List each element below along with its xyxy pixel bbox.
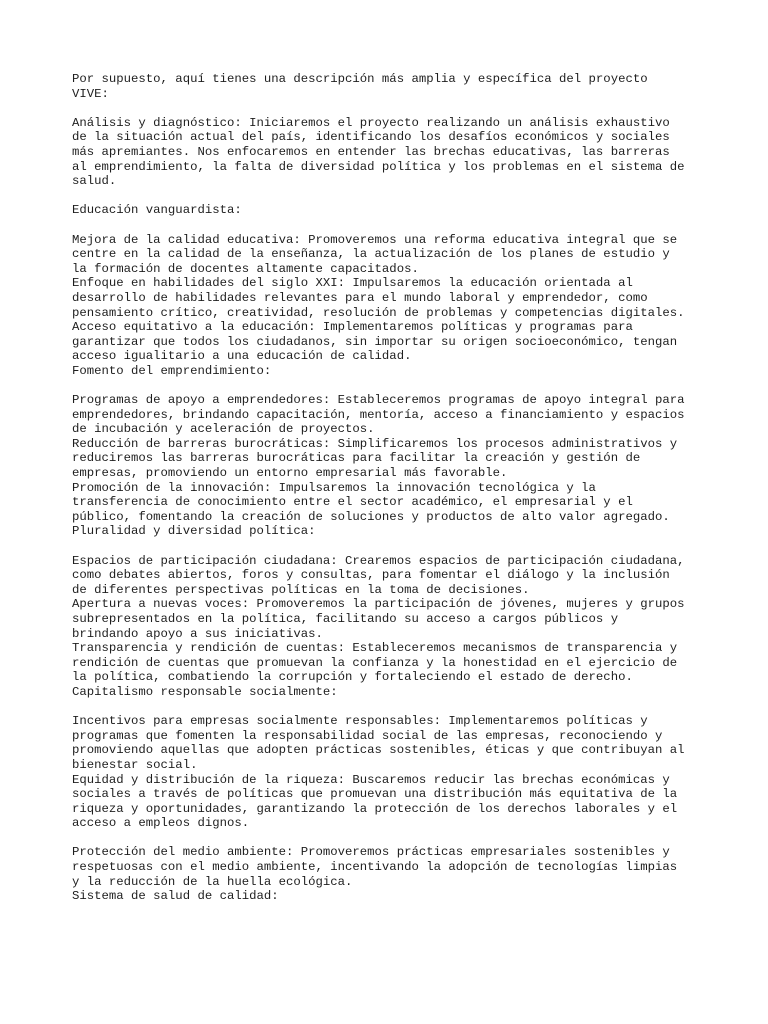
document-line <box>72 831 708 846</box>
document-line: Transparencia y rendición de cuentas: Estableceremos mecanismos de transparencia y <box>72 641 678 656</box>
document-line: riqueza y oportunidades, garantizando la protección de los derechos laborales y el <box>72 801 678 816</box>
document-page <box>72 72 708 904</box>
document-line <box>72 218 708 233</box>
document-line: Educación vanguardista: <box>72 203 242 218</box>
document-line: Por supuesto, aquí tienes una descripción más amplia y específica del proyecto <box>72 72 648 86</box>
document-line: Acceso equitativo a la educación: Implementaremos políticas y programas para <box>72 320 633 335</box>
document-line: garantizar que todos los ciudadanos, sin importar su origen socioeconómico, tengan <box>72 334 678 349</box>
document-line: Enfoque en habilidades del siglo XXI: Impulsaremos la educación orientada al <box>72 276 633 291</box>
document-line: al emprendimiento, la falta de diversidad política y los problemas en el sistema de <box>72 159 685 174</box>
document-line: acceso igualitario a una educación de calidad. <box>72 349 412 364</box>
document-line: Pluralidad y diversidad política: <box>72 524 316 539</box>
document-line: emprendedores, brindando capacitación, mentoría, acceso a financiamiento y espacios <box>72 407 685 422</box>
document-line: Programas de apoyo a emprendedores: Estableceremos programas de apoyo integral para <box>72 393 685 408</box>
document-line: como debates abiertos, foros y consultas, para fomentar el diálogo y la inclusión <box>72 568 670 583</box>
document-line: público, fomentando la creación de soluciones y productos de alto valor agregado. <box>72 509 670 524</box>
document-line: Sistema de salud de calidad: <box>72 889 279 904</box>
document-line: más apremiantes. Nos enfocaremos en entender las brechas educativas, las barreras <box>72 144 670 159</box>
document-line: la formación de docentes altamente capacitados. <box>72 261 419 276</box>
document-line <box>72 539 708 554</box>
document-line: promoviendo aquellas que adopten prácticas sostenibles, éticas y que contribuyan al <box>72 743 685 758</box>
document-line: transferencia de conocimiento entre el sector académico, el empresarial y el <box>72 495 633 510</box>
document-line: Fomento del emprendimiento: <box>72 363 272 378</box>
document-line: Protección del medio ambiente: Promoveremos prácticas empresariales sostenibles y <box>72 845 670 860</box>
document-line: Promoción de la innovación: Impulsaremos la innovación tecnológica y la <box>72 480 596 495</box>
document-line: empresas, promoviendo un entorno empresarial más favorable. <box>72 466 508 481</box>
document-line: brindando apoyo a sus iniciativas. <box>72 626 323 641</box>
document-line: la política, combatiendo la corrupción y fortaleciendo el estado de derecho. <box>72 670 633 685</box>
document-line: y la reducción de la huella ecológica. <box>72 874 353 889</box>
document-line <box>72 189 708 204</box>
document-line: Equidad y distribución de la riqueza: Buscaremos reducir las brechas económicas y <box>72 772 670 787</box>
document-line: respetuosas con el medio ambiente, incentivando la adopción de tecnologías limpias <box>72 860 678 875</box>
document-line: acceso a empleos dignos. <box>72 816 250 831</box>
document-line: reduciremos las barreras burocráticas para facilitar la creación y gestión de <box>72 451 641 466</box>
document-line: rendición de cuentas que promuevan la confianza y la honestidad en el ejercicio de <box>72 655 678 670</box>
document-line: Incentivos para empresas socialmente responsables: Implementaremos políticas y <box>72 714 648 729</box>
document-line: Apertura a nuevas voces: Promoveremos la participación de jóvenes, mujeres y grupos <box>72 597 685 612</box>
document-line: Espacios de participación ciudadana: Crearemos espacios de participación ciudadana, <box>72 553 685 568</box>
document-line: programas que fomenten la responsabilidad social de las empresas, reconociendo y <box>72 728 663 743</box>
document-line: de diferentes perspectivas políticas en la toma de decisiones. <box>72 582 530 597</box>
document-line: desarrollo de habilidades relevantes para el mundo laboral y emprendedor, como <box>72 290 648 305</box>
document-line: sociales a través de políticas que promuevan una distribución más equitativa de la <box>72 787 678 802</box>
document-line: pensamiento crítico, creatividad, resolución de problemas y competencias digitales. <box>72 305 685 320</box>
document-line: de incubación y aceleración de proyectos. <box>72 422 375 437</box>
document-line: Capitalismo responsable socialmente: <box>72 684 338 699</box>
document-line: Reducción de barreras burocráticas: Simplificaremos los procesos administrativos y <box>72 436 678 451</box>
document-line: de la situación actual del país, identificando los desafíos económicos y sociales <box>72 130 670 145</box>
document-line: Mejora de la calidad educativa: Promoveremos una reforma educativa integral que se <box>72 232 678 247</box>
document-line: centre en la calidad de la enseñanza, la actualización de los planes de estudio y <box>72 247 670 262</box>
document-line: bienestar social. <box>72 757 198 772</box>
document-line: Análisis y diagnóstico: Iniciaremos el proyecto realizando un análisis exhaustivo <box>72 115 670 130</box>
document-line <box>72 101 708 116</box>
document-line: VIVE: <box>72 86 109 101</box>
document-line: subrepresentados en la política, facilitando su acceso a cargos públicos y <box>72 611 619 626</box>
document-line <box>72 378 708 393</box>
document-line: salud. <box>72 174 117 189</box>
document-line <box>72 700 708 715</box>
